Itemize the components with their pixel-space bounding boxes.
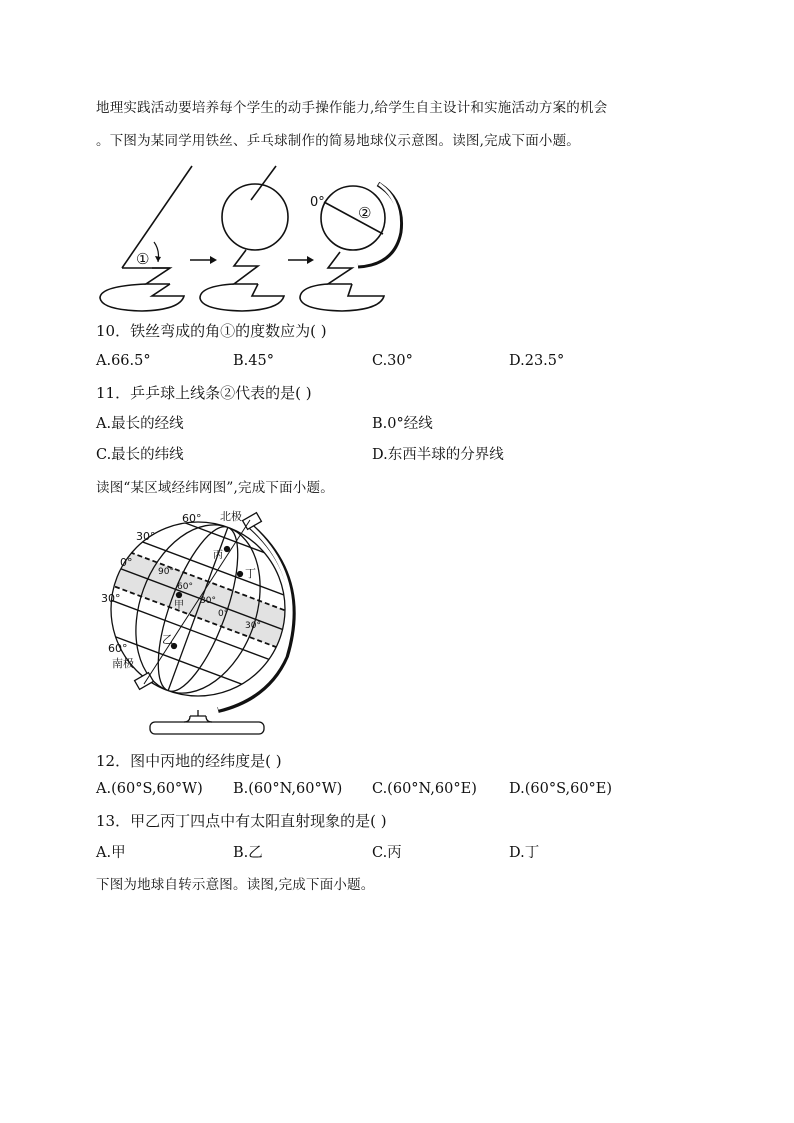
- lon-label-90: 90°: [158, 567, 174, 577]
- q11-stem: 11．乒乒球上线条②代表的是( ): [96, 384, 312, 402]
- q11-option-b[interactable]: B.0°经线: [372, 416, 433, 432]
- line-mark-2: ②: [358, 204, 372, 222]
- figure1-globe-making: [96, 160, 396, 310]
- lon-label-60: 60°: [177, 582, 193, 592]
- q13-option-c[interactable]: C.丙: [372, 845, 402, 861]
- angle-mark-1: ①: [136, 250, 150, 268]
- q12-option-b[interactable]: B.(60°N,60°W): [233, 781, 343, 797]
- lat-label-30s: 30°: [101, 592, 121, 605]
- lon-label-0: 0°: [218, 609, 229, 619]
- q13-option-a[interactable]: A.甲: [96, 845, 126, 861]
- q12-stem: 12．图中丙地的经纬度是( ): [96, 752, 282, 770]
- passage1-line2: 。下图为某同学用铁丝、乒乓球制作的简易地球仪示意图。读图,完成下面小题。: [96, 133, 580, 149]
- north-pole-label: 北极: [220, 510, 242, 523]
- lat-label-60n: 60°: [182, 512, 202, 525]
- zero-degree-label: 0°: [310, 195, 325, 210]
- q12-option-a[interactable]: A.(60°S,60°W): [96, 781, 203, 797]
- q11-option-a[interactable]: A.最长的经线: [96, 416, 184, 432]
- q13-option-b[interactable]: B.乙: [233, 845, 263, 861]
- passage1-line1: 地理实践活动要培养每个学生的动手操作能力,给学生自主设计和实施活动方案的机会: [96, 100, 608, 116]
- lat-label-30n: 30°: [136, 530, 156, 543]
- q11-option-c[interactable]: C.最长的纬线: [96, 447, 184, 463]
- q10-option-c[interactable]: C.30°: [372, 353, 413, 369]
- lat-label-0: 0°: [120, 556, 133, 569]
- point-ding: 丁: [245, 567, 256, 580]
- q12-option-d[interactable]: D.(60°S,60°E): [509, 781, 613, 797]
- lat-label-60s: 60°: [108, 642, 128, 655]
- point-bing: 丙: [213, 550, 223, 561]
- q10-option-d[interactable]: D.23.5°: [509, 353, 565, 369]
- q10-option-b[interactable]: B.45°: [233, 353, 274, 369]
- passage2: 读图“某区域经纬网图”,完成下面小题。: [96, 480, 334, 496]
- q10-option-a[interactable]: A.66.5°: [96, 353, 151, 369]
- south-pole-label: 南极: [112, 657, 134, 670]
- q10-stem: 10．铁丝弯成的角①的度数应为( ): [96, 322, 327, 340]
- lon-label-30e: 30°: [245, 621, 261, 631]
- point-jia: 甲: [174, 600, 184, 611]
- q11-option-d[interactable]: D.东西半球的分界线: [372, 447, 504, 463]
- q13-stem: 13．甲乙丙丁四点中有太阳直射现象的是( ): [96, 812, 387, 830]
- lon-label-30w: 30°: [200, 596, 216, 606]
- figure2-graticule-globe: [100, 506, 300, 736]
- q13-option-d[interactable]: D.丁: [509, 845, 540, 861]
- q12-option-c[interactable]: C.(60°N,60°E): [372, 781, 477, 797]
- passage3: 下图为地球自转示意图。读图,完成下面小题。: [96, 877, 375, 893]
- point-yi: 乙: [162, 633, 173, 646]
